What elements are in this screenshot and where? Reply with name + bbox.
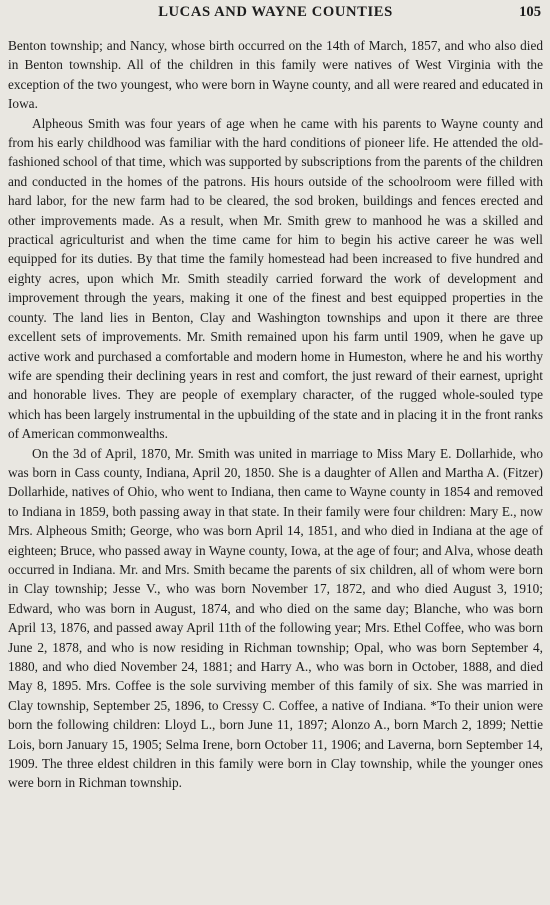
- paragraph-alpheous-smith: Alpheous Smith was four years of age when he came with his parents to Wayne county and from his early childhood was familiar with the hard conditions of pioneer life. He attended the old-fashioned school of that time, which was supported by subscriptions from the parents of the children and conducted in the homes of the patrons. His hours outside of the schoolroom were filled with hard labor, for the new farm had to be cleared, the sod broken, buildings and fences erected and other improvements made. As a result, when Mr. Smith grew to manhood he was a skilled and practical agriculturist and when the time came for him to begin his active career he was well equipped for its duties. By that time the family homestead had been increased to five hundred and eighty acres, upon which Mr. Smith steadily carried forward the work of development and improvement through the years, making it one of the finest and best equipped properties in the county. The land lies in Benton, Clay and Washington townships and upon it there are three excellent sets of improvements. Mr. Smith remained upon his farm until 1909, when he gave up active work and purchased a comfortable and modern home in Humeston, where he and his worthy wife are spending their declining years in rest and comfort, the just reward of their earnest, upright and honorable lives. They are people of exemplary character, of the rugged whole-souled type which has been largely instrumental in the upbuilding of the state and in placing it in the front ranks of American commonwealths.: [8, 115, 543, 442]
- paragraph-continued: Benton township; and Nancy, whose birth occurred on the 14th of March, 1857, and who also died in Benton township. All of the children in this family were natives of West Virginia with the exception of the two youngest, who were born in Wayne county, and all were reared and educated in Iowa.: [8, 38, 543, 112]
- paragraph-marriage: On the 3d of April, 1870, Mr. Smith was united in marriage to Miss Mary E. Dollarhide, who was born in Cass county, Indiana, April 20, 1850. She is a daughter of Allen and Martha A. (Fitzer) Dollarhide, natives of Ohio, who went to Indiana, then came to Wayne county in 1854 and removed to Indiana in 1859, both passing away in that state. In their family were four children: Mary E., now Mrs. Alpheous Smith; George, who was born April 14, 1851, and who died in Indiana at the age of eighteen; Bruce, who passed away in Wayne county, Iowa, at the age of four; and Alva, whose death occurred in Indiana. Mr. and Mrs. Smith became the parents of six children, all of whom were born in Clay township; Jesse V., who was born November 17, 1872, and who died August 3, 1910; Edward, who was born in August, 1874, and who died on the same day; Blanche, who was born April 13, 1876, and passed away April 11th of the following year; Mrs. Ethel Coffee, who was born June 2, 1878, and who is now residing in Richman township; Opal, who was born September 4, 1880, and who died November 24, 1881; and Harry A., who was born in October, 1888, and died May 8, 1895. Mrs. Coffee is the sole surviving member of this family of six. She was married in Clay township, September 25, 1896, to Cressy C. Coffee, a native of Indiana. *To their union were born the following children: Lloyd L., born June 11, 1897; Alonzo A., born March 2, 1899; Nettie Lois, born January 15, 1905; Selma Irene, born October 11, 1906; and Laverna, born September 14, 1909. The three eldest children in this family were born in Clay township, while the younger ones were born in Richman township.: [8, 445, 543, 791]
- page-header: [8, 3, 543, 25]
- page-number: 105: [519, 4, 541, 20]
- running-head-title: LUCAS AND WAYNE COUNTIES: [158, 4, 393, 20]
- body-text: [8, 36, 543, 793]
